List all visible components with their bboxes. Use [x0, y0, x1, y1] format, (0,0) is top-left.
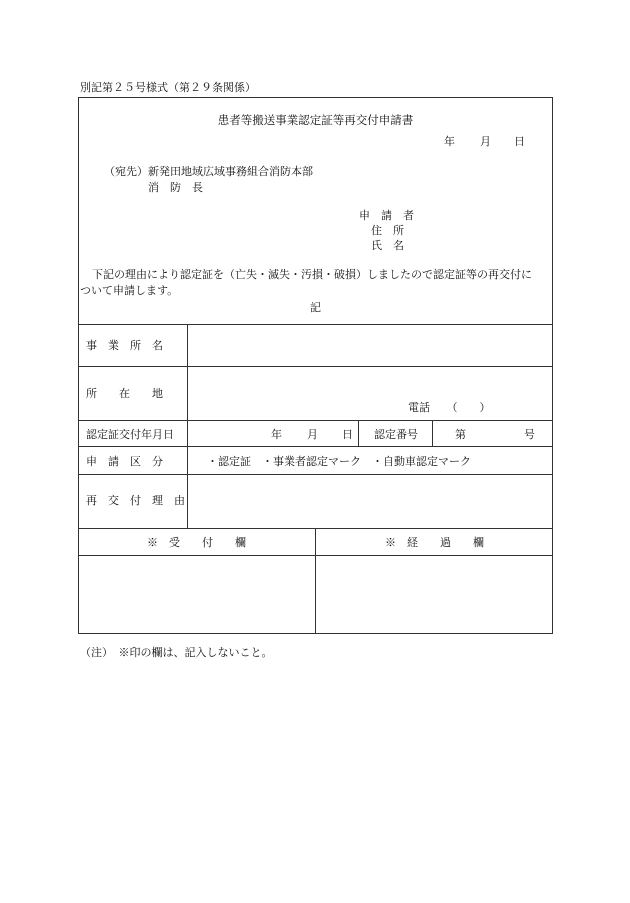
footnote: （注） ※印の欄は、記入しないこと。 — [80, 646, 273, 659]
form-title: 患者等搬送事業認定証等再交付申請書 — [217, 113, 414, 127]
ki-mark: 記 — [310, 301, 321, 314]
reason-label: 再 交 付 理 由 — [86, 494, 185, 507]
category-label: 申 請 区 分 — [86, 455, 163, 468]
addressee-prefix: （宛先） — [104, 165, 148, 178]
issue-date-divider — [358, 420, 359, 446]
cert-number-gou: 号 — [524, 428, 535, 441]
office-name-label: 事 業 所 名 — [86, 339, 163, 352]
issue-day: 日 — [342, 428, 353, 441]
cert-number-dai: 第 — [455, 428, 466, 441]
issue-year: 年 — [271, 428, 282, 441]
statement-line1: 下記の理由により認定証を（亡失・滅失・汚損・破損）しましたので認定証等の再交付に — [92, 268, 532, 281]
row-divider — [78, 366, 553, 367]
reception-header: ※ 受 付 欄 — [147, 536, 246, 549]
row-divider — [78, 446, 553, 447]
reason-field[interactable] — [189, 476, 551, 526]
applicant-name-label: 氏 名 — [371, 239, 404, 252]
phone-label: 電話 （ ） — [408, 401, 491, 414]
date-month: 月 — [480, 135, 491, 148]
category-options[interactable]: ・認定証 ・事業者認定マーク ・自動車認定マーク — [207, 455, 471, 468]
applicant-label: 申 請 者 — [359, 209, 414, 222]
cert-number-label: 認定番号 — [374, 428, 418, 441]
applicant-address-label: 住 所 — [371, 224, 404, 237]
location-label: 所 在 地 — [86, 387, 163, 400]
progress-header: ※ 経 過 欄 — [385, 536, 484, 549]
office-name-field[interactable] — [189, 326, 551, 364]
addressee-chief: 消 防 長 — [148, 181, 203, 194]
row-divider — [78, 324, 553, 325]
issue-month: 月 — [307, 428, 318, 441]
statement-line2: ついて申請します。 — [80, 284, 179, 297]
cert-number-divider — [432, 420, 433, 446]
issue-date-label: 認定証交付年月日 — [86, 428, 174, 441]
row-divider — [78, 420, 553, 421]
date-day: 日 — [514, 135, 525, 148]
row-divider — [78, 474, 553, 475]
addressee-org: 新発田地域広域事務組合消防本部 — [148, 165, 313, 178]
form-number: 別記第２５号様式（第２９条関係） — [80, 81, 256, 94]
location-field[interactable] — [189, 368, 551, 398]
date-year: 年 — [444, 135, 455, 148]
label-column-divider — [187, 324, 188, 528]
